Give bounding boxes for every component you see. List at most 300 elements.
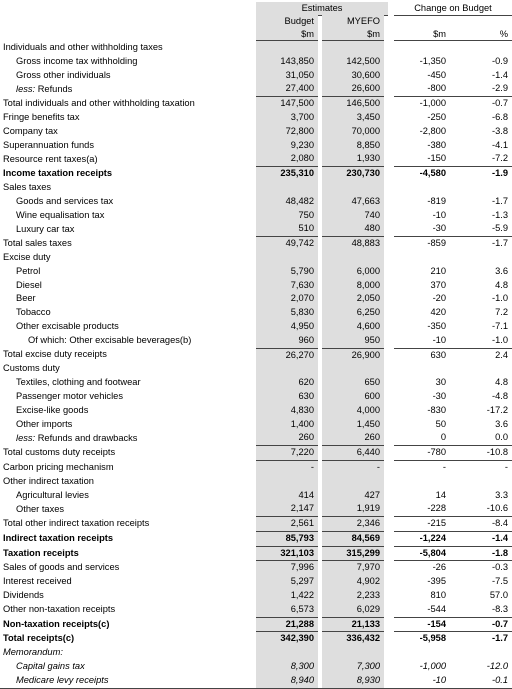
column-gap: [384, 589, 394, 603]
change-value: -5,804: [394, 546, 450, 561]
row-label: [0, 111, 256, 125]
table-row: [0, 502, 512, 516]
row-label: [0, 348, 256, 362]
row-label: [0, 531, 256, 546]
budget-value: 2,070: [256, 292, 318, 306]
change-percent-value: 57.0: [489, 590, 508, 601]
change-value: -1,000: [419, 661, 446, 672]
table-row: [0, 418, 512, 432]
budget-value: 26,270: [256, 348, 318, 362]
table-row: [0, 237, 512, 251]
table-row: [0, 431, 512, 445]
table-row: [0, 152, 512, 166]
change-percent-value: -0.1: [450, 674, 512, 688]
budget-value: [256, 646, 318, 660]
change-value: -2,800: [419, 125, 446, 136]
table-row: [0, 292, 512, 306]
myefo-value: 260: [322, 431, 384, 445]
change-percent-value: -1.4: [491, 69, 508, 80]
myefo-value: 4,902: [322, 575, 384, 589]
change-percent-value: [450, 475, 512, 489]
column-gap: [384, 603, 394, 617]
change-value: -26: [394, 561, 450, 575]
budget-value: 2,147: [256, 502, 318, 516]
table-row: [0, 181, 512, 195]
row-label: [0, 404, 256, 418]
row-label-text: Total other indirect taxation receipts: [3, 518, 150, 529]
column-gap: [384, 320, 394, 334]
myefo-value: 2,050: [322, 292, 384, 306]
row-label: [0, 362, 256, 376]
column-gap: [384, 69, 394, 83]
row-label: [0, 376, 256, 390]
row-label-text: Company tax: [3, 125, 58, 136]
row-label: [0, 265, 256, 279]
row-label: [0, 502, 256, 516]
change-percent-value: -10.8: [450, 446, 512, 461]
table-row: [0, 390, 512, 404]
change-percent-value: -2.9: [491, 83, 508, 94]
budget-value: 48,482: [256, 195, 318, 209]
myefo-value: 3,450: [322, 111, 384, 125]
myefo-unit-label: $m: [322, 28, 384, 41]
row-label: [0, 603, 256, 617]
row-label-text: Textiles, clothing and footwear: [16, 377, 141, 388]
row-label-text: Taxation receipts: [3, 547, 79, 558]
change-value: 810: [430, 590, 446, 601]
change-value: [394, 362, 450, 376]
column-gap: [384, 279, 394, 293]
change-percent-value: -5.9: [491, 223, 508, 234]
myefo-value: 2,346: [322, 517, 384, 532]
row-label: [0, 306, 256, 320]
change-value: -5,958: [394, 632, 450, 646]
budget-column-header: Budget: [256, 15, 318, 28]
row-label-text: Excise-like goods: [16, 404, 89, 415]
myefo-value: 6,250: [322, 306, 384, 320]
column-gap: [384, 431, 394, 445]
percent-unit-label: %: [450, 28, 512, 41]
row-label: [0, 55, 256, 69]
row-label: [0, 517, 256, 532]
table-row: [0, 55, 512, 69]
row-label-text: Total excise duty receipts: [3, 349, 107, 360]
myefo-value: [322, 251, 384, 265]
column-gap: [384, 546, 394, 561]
change-value: -380: [427, 139, 446, 150]
myefo-value: -: [322, 460, 384, 474]
table-row: [0, 251, 512, 265]
myefo-value: 4,600: [322, 320, 384, 334]
table-row: [0, 531, 512, 546]
change-value: -350: [427, 320, 446, 331]
table-row: [0, 589, 512, 603]
column-gap: [384, 446, 394, 461]
row-label-text: Total sales taxes: [3, 237, 72, 248]
row-label: [0, 660, 256, 674]
row-label: [0, 82, 256, 96]
budget-value: 8,300: [256, 660, 318, 674]
row-label: [0, 460, 256, 474]
row-label-text: Capital gains tax: [16, 661, 85, 672]
myefo-value: 8,930: [322, 674, 384, 688]
row-label-text: Interest received: [3, 576, 72, 587]
table-row: [0, 404, 512, 418]
budget-value: 2,561: [256, 517, 318, 532]
row-label-text: Total customs duty receipts: [3, 447, 116, 458]
change-value: -30: [432, 390, 446, 401]
change-value: -780: [394, 446, 450, 461]
budget-value: 510: [256, 222, 318, 236]
row-label-text: Dividends: [3, 590, 44, 601]
row-label-prefix: less:: [16, 432, 38, 443]
row-label-text: Other imports: [16, 418, 73, 429]
budget-value: 7,996: [256, 561, 318, 575]
myefo-value: 600: [322, 390, 384, 404]
change-value: [394, 251, 450, 265]
myefo-value: 142,500: [322, 55, 384, 69]
budget-value: 31,050: [256, 69, 318, 83]
row-label-text: Refunds and drawbacks: [37, 432, 138, 443]
row-label-text: Excise duty: [3, 251, 51, 262]
row-label-prefix: less:: [16, 83, 38, 94]
table-row: [0, 82, 512, 96]
change-percent-value: -0.7: [450, 617, 512, 632]
row-label: [0, 589, 256, 603]
myefo-value: 70,000: [322, 125, 384, 139]
row-label: [0, 390, 256, 404]
table-row: [0, 320, 512, 334]
myefo-value: 8,850: [322, 139, 384, 153]
row-label-text: Refunds: [37, 83, 73, 94]
budget-value: 7,630: [256, 279, 318, 293]
row-label: [0, 418, 256, 432]
change-value: -819: [427, 195, 446, 206]
table-row: [0, 265, 512, 279]
change-value: -395: [427, 576, 446, 587]
row-label-text: Fringe benefits tax: [3, 111, 80, 122]
budget-value: 147,500: [256, 97, 318, 111]
change-percent-value: -1.7: [491, 195, 508, 206]
row-label-text: Customs duty: [3, 363, 60, 374]
column-gap: [384, 265, 394, 279]
myefo-value: [322, 41, 384, 55]
row-label: [0, 446, 256, 461]
row-label-text: Other non-taxation receipts: [3, 604, 116, 615]
table-row: [0, 376, 512, 390]
row-label-text: Other taxes: [16, 503, 65, 514]
change-value: -10: [394, 674, 450, 688]
row-label-text: Superannuation funds: [3, 139, 94, 150]
change-value: 420: [430, 307, 446, 318]
row-label-text: Other indirect taxation: [3, 475, 94, 486]
column-gap: [384, 460, 394, 474]
row-label-text: Diesel: [16, 279, 42, 290]
change-percent-value: 2.4: [450, 348, 512, 362]
change-value: -228: [427, 503, 446, 514]
change-percent-value: -10.6: [486, 503, 508, 514]
change-percent-value: -1.0: [491, 334, 508, 345]
budget-value: 960: [256, 334, 318, 348]
change-value: -30: [432, 223, 446, 234]
change-percent-value: [450, 181, 512, 195]
myefo-value: 950: [322, 334, 384, 348]
budget-value: -: [256, 460, 318, 474]
change-percent-value: [450, 41, 512, 55]
table-row: [0, 334, 512, 348]
change-percent-value: -1.3: [491, 209, 508, 220]
budget-value: 630: [256, 390, 318, 404]
row-label-text: Gross other individuals: [16, 69, 111, 80]
change-percent-value: -0.3: [450, 561, 512, 575]
row-label: [0, 237, 256, 251]
budget-value: 4,830: [256, 404, 318, 418]
table-row: [0, 660, 512, 674]
change-value: -859: [394, 237, 450, 251]
myefo-value: 427: [322, 489, 384, 503]
myefo-value: 6,000: [322, 265, 384, 279]
change-percent-value: 3.6: [495, 265, 508, 276]
change-percent-value: [450, 646, 512, 660]
row-label: [0, 334, 256, 348]
row-label: [0, 646, 256, 660]
column-gap: [384, 251, 394, 265]
row-label-text: Sales of goods and services: [3, 562, 120, 573]
change-value: [394, 41, 450, 55]
table-row: [0, 575, 512, 589]
change-percent-value: -4.1: [491, 139, 508, 150]
row-label: [0, 546, 256, 561]
table-row: [0, 167, 512, 181]
change-value: -20: [432, 293, 446, 304]
budget-value: 1,422: [256, 589, 318, 603]
myefo-value: 1,930: [322, 152, 384, 166]
row-label: [0, 209, 256, 223]
row-label: [0, 475, 256, 489]
change-value: -1,224: [394, 531, 450, 546]
row-label: [0, 575, 256, 589]
myefo-value: 146,500: [322, 97, 384, 111]
change-percent-value: -3.8: [491, 125, 508, 136]
myefo-value: 315,299: [322, 546, 384, 561]
change-value: -154: [394, 617, 450, 632]
row-label-text: Passenger motor vehicles: [16, 390, 123, 401]
table-row: [0, 517, 512, 532]
table-row: [0, 279, 512, 293]
row-label: [0, 97, 256, 111]
myefo-value: [322, 181, 384, 195]
myefo-column-header: MYEFO: [322, 15, 384, 28]
row-label: [0, 139, 256, 153]
myefo-value: 336,432: [322, 632, 384, 646]
table-row: [0, 603, 512, 617]
budget-value: 27,400: [256, 82, 318, 96]
column-gap: [384, 306, 394, 320]
row-label: [0, 167, 256, 181]
change-value: 210: [430, 265, 446, 276]
row-label-text: Of which: Other excisable beverages(b): [28, 334, 192, 345]
estimates-group-header: Estimates: [256, 2, 388, 16]
change-percent-value: [450, 362, 512, 376]
change-percent-value: -7.1: [491, 320, 508, 331]
table-row: [0, 632, 512, 646]
myefo-value: 7,970: [322, 561, 384, 575]
change-percent-value: -17.2: [486, 404, 508, 415]
column-gap: [384, 376, 394, 390]
column-gap: [384, 517, 394, 532]
column-gap: [384, 489, 394, 503]
row-label: [0, 561, 256, 575]
row-label: [0, 41, 256, 55]
row-label: [0, 195, 256, 209]
budget-value: 5,297: [256, 575, 318, 589]
budget-unit-label: $m: [256, 28, 318, 41]
row-label: [0, 69, 256, 83]
budget-value: 260: [256, 431, 318, 445]
myefo-value: 650: [322, 376, 384, 390]
myefo-value: [322, 475, 384, 489]
budget-value: [256, 181, 318, 195]
budget-value: 342,390: [256, 632, 318, 646]
row-label-text: Medicare levy receipts: [16, 674, 109, 685]
row-label: [0, 431, 256, 445]
change-value: -215: [394, 517, 450, 532]
row-label-text: Agricultural levies: [16, 489, 89, 500]
row-label-text: Beer: [16, 293, 36, 304]
change-percent-value: [450, 251, 512, 265]
table-row: [0, 546, 512, 561]
row-label-text: Memorandum:: [3, 647, 63, 658]
column-gap: [384, 561, 394, 575]
column-gap: [384, 222, 394, 236]
change-value: [394, 475, 450, 489]
column-gap: [384, 181, 394, 195]
column-gap: [384, 390, 394, 404]
table-header: [0, 0, 512, 41]
change-value: -830: [427, 404, 446, 415]
myefo-value: [322, 646, 384, 660]
budget-value: 5,830: [256, 306, 318, 320]
budget-value: 143,850: [256, 55, 318, 69]
change-percent-value: -7.2: [491, 153, 508, 164]
table-row: [0, 209, 512, 223]
budget-value: 1,400: [256, 418, 318, 432]
change-value: [394, 646, 450, 660]
change-value: 14: [435, 489, 446, 500]
change-value: -800: [427, 83, 446, 94]
change-value: -: [394, 460, 450, 474]
myefo-value: 2,233: [322, 589, 384, 603]
column-gap: [384, 41, 394, 55]
budget-value: [256, 475, 318, 489]
column-gap: [384, 475, 394, 489]
budget-value: 49,742: [256, 237, 318, 251]
row-label-text: Carbon pricing mechanism: [3, 461, 114, 472]
row-label: [0, 617, 256, 632]
budget-value: 6,573: [256, 603, 318, 617]
myefo-value: 7,300: [322, 660, 384, 674]
change-value: -250: [427, 111, 446, 122]
table-row: [0, 41, 512, 55]
column-gap: [384, 660, 394, 674]
change-percent-value: -1.7: [450, 632, 512, 646]
column-gap: [384, 575, 394, 589]
row-label: [0, 320, 256, 334]
column-gap: [384, 292, 394, 306]
table-row: [0, 446, 512, 461]
change-value: -450: [427, 69, 446, 80]
change-unit-label: $m: [394, 28, 450, 41]
myefo-value: 26,600: [322, 82, 384, 96]
myefo-value: 740: [322, 209, 384, 223]
budget-value: 4,950: [256, 320, 318, 334]
row-label-text: Total individuals and other withholding taxation: [3, 97, 195, 108]
table-row: [0, 617, 512, 632]
column-gap: [384, 209, 394, 223]
change-value: 50: [435, 418, 446, 429]
myefo-value: 480: [322, 222, 384, 236]
change-percent-value: -12.0: [486, 661, 508, 672]
change-percent-value: 4.8: [495, 279, 508, 290]
budget-value: 9,230: [256, 139, 318, 153]
myefo-value: 230,730: [322, 167, 384, 181]
column-gap: [384, 617, 394, 632]
change-value: 0: [440, 432, 446, 443]
column-gap: [384, 97, 394, 111]
column-gap: [384, 167, 394, 181]
row-label-text: Individuals and other withholding taxes: [3, 42, 163, 52]
row-label-text: Goods and services tax: [16, 195, 114, 206]
table-row: [0, 561, 512, 575]
myefo-value: 6,029: [322, 603, 384, 617]
table-row: [0, 489, 512, 503]
column-gap: [384, 418, 394, 432]
row-label-text: Total receipts(c): [3, 633, 75, 644]
change-value: -4,580: [394, 167, 450, 181]
column-gap: [384, 125, 394, 139]
change-value: [394, 181, 450, 195]
myefo-value: 30,600: [322, 69, 384, 83]
myefo-value: 26,900: [322, 348, 384, 362]
change-value: -1,000: [394, 97, 450, 111]
budget-value: 72,800: [256, 125, 318, 139]
row-label-text: Resource rent taxes(a): [3, 153, 98, 164]
row-label: [0, 632, 256, 646]
myefo-value: 1,450: [322, 418, 384, 432]
change-percent-value: 0.0: [495, 432, 508, 443]
budget-value: 5,790: [256, 265, 318, 279]
row-label: [0, 181, 256, 195]
row-label: [0, 292, 256, 306]
myefo-value: 8,000: [322, 279, 384, 293]
row-label: [0, 125, 256, 139]
row-label: [0, 251, 256, 265]
row-label-text: Luxury car tax: [16, 223, 75, 234]
row-label-text: Petrol: [16, 265, 41, 276]
change-percent-value: 3.3: [495, 489, 508, 500]
myefo-value: 47,663: [322, 195, 384, 209]
change-percent-value: -4.8: [491, 390, 508, 401]
change-value: 370: [430, 279, 446, 290]
budget-value: [256, 362, 318, 376]
column-gap: [384, 139, 394, 153]
change-percent-value: -1.4: [450, 531, 512, 546]
column-gap: [384, 646, 394, 660]
change-value: -10: [432, 209, 446, 220]
row-label-text: Wine equalisation tax: [16, 209, 105, 220]
change-percent-value: -1.7: [450, 237, 512, 251]
myefo-value: 84,569: [322, 531, 384, 546]
